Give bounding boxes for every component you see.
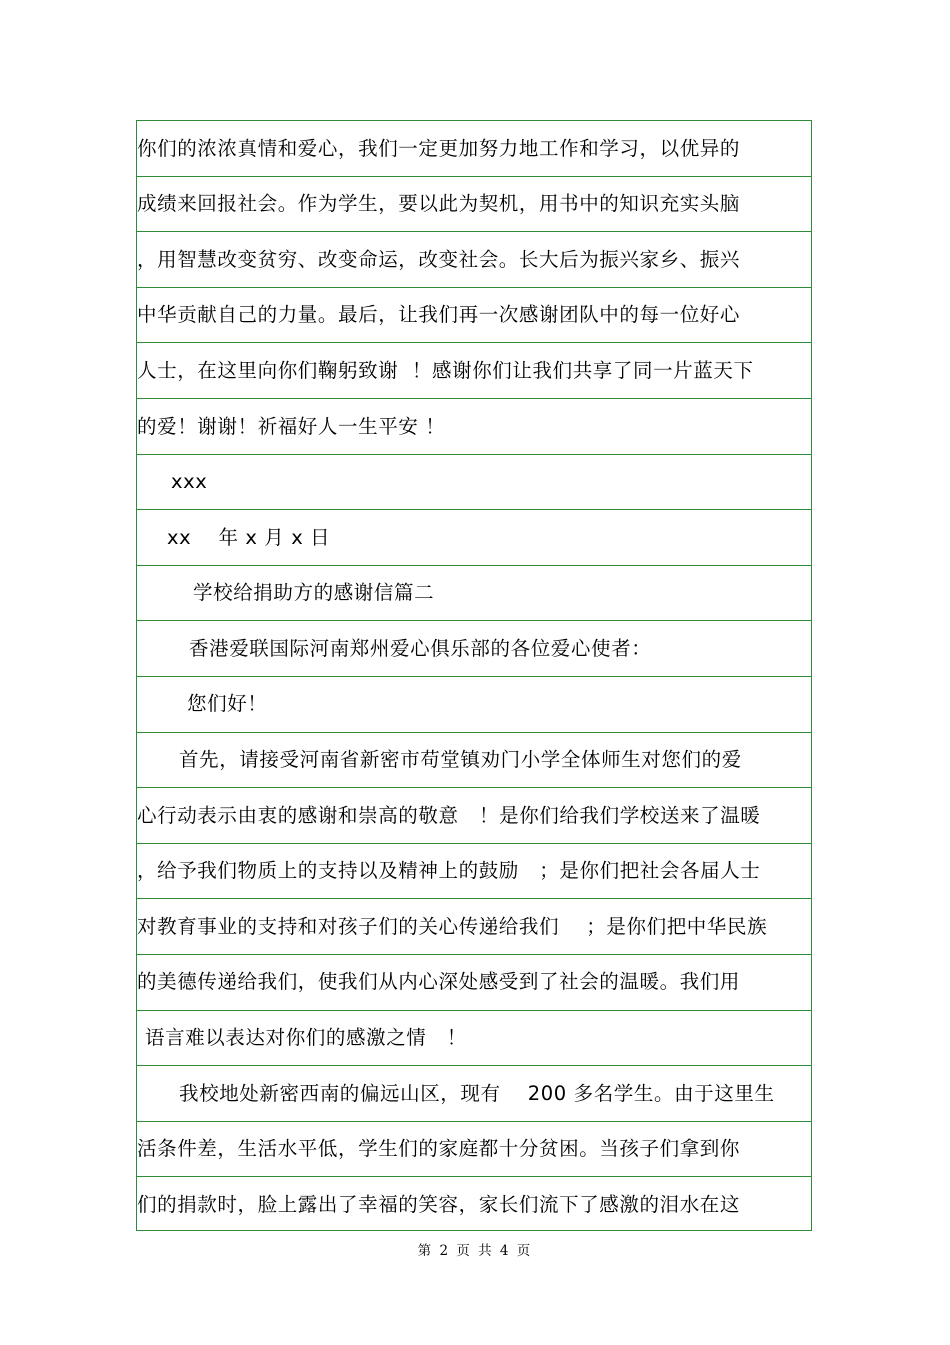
text-line: 成绩来回报社会。作为学生，要以此为契机，用书中的知识充实头脑 [137, 192, 741, 216]
text-line-row [137, 1066, 811, 1122]
text-line-row [137, 455, 811, 511]
text-line-row [137, 955, 811, 1011]
text-line-row [137, 844, 811, 900]
text-line: 语言难以表达对你们的感激之情 ！ [145, 1026, 467, 1050]
text-line-row [137, 232, 811, 288]
text-line-row [137, 121, 811, 177]
text-line-row [137, 343, 811, 399]
text-line-row [137, 1177, 811, 1233]
text-line: 您们好！ [187, 692, 268, 716]
text-line-row [137, 399, 811, 455]
text-line-row [137, 177, 811, 233]
text-line-row [137, 288, 811, 344]
text-line-row [137, 621, 811, 677]
text-line: 活条件差，生活水平低，学生们的家庭都十分贫困。当孩子们拿到你 [137, 1137, 741, 1161]
text-line: 中华贡献自己的力量。最后，让我们再一次感谢团队中的每一位好心 [137, 303, 741, 327]
text-line: xx 年 x 月 x 日 [167, 525, 331, 549]
text-line: 学校给捐助方的感谢信篇二 [193, 581, 435, 605]
text-line: 人士，在这里向你们鞠躬致谢 ！感谢你们让我们共享了同一片蓝天下 [137, 358, 754, 382]
text-line: 对教育事业的支持和对孩子们的关心传递给我们 ；是你们把中华民族 [137, 914, 768, 938]
text-line-row [137, 566, 811, 622]
text-line-row [137, 677, 811, 733]
text-line: xxx [171, 470, 208, 494]
text-line-row [137, 1122, 811, 1178]
text-line: 首先，请接受河南省新密市苟堂镇劝门小学全体师生对您们的爱 [179, 748, 742, 772]
text-line: 我校地处新密西南的偏远山区，现有 200 多名学生。由于这里生 [179, 1081, 775, 1105]
text-line: 们的捐款时，脸上露出了幸福的笑容，家长们流下了感激的泪水在这 [137, 1193, 741, 1217]
text-line: 你们的浓浓真情和爱心，我们一定更加努力地工作和学习，以优异的 [137, 136, 741, 160]
text-line: 的美德传递给我们，使我们从内心深处感受到了社会的温暖。我们用 [137, 970, 741, 994]
text-line-row [137, 899, 811, 955]
page-number-label: 第 2 页 共 4 页 [417, 1243, 533, 1259]
text-line: ，用智慧改变贫穷、改变命运，改变社会。长大后为振兴家乡、振兴 [137, 247, 741, 271]
text-line: 的爱！谢谢！祈福好人一生平安 ！ [137, 414, 446, 438]
text-line: 香港爱联国际河南郑州爱心俱乐部的各位爱心使者： [189, 636, 652, 660]
text-line-row [137, 733, 811, 789]
ruled-text-grid [136, 120, 812, 1231]
text-line-row [137, 1011, 811, 1067]
text-line: ，给予我们物质上的支持以及精神上的鼓励 ；是你们把社会各届人士 [137, 859, 761, 883]
text-line-row [137, 788, 811, 844]
page-footer [0, 1239, 950, 1259]
text-line: 心行动表示由衷的感谢和崇高的敬意 ！是你们给我们学校送来了温暖 [137, 803, 761, 827]
text-line-row [137, 510, 811, 566]
